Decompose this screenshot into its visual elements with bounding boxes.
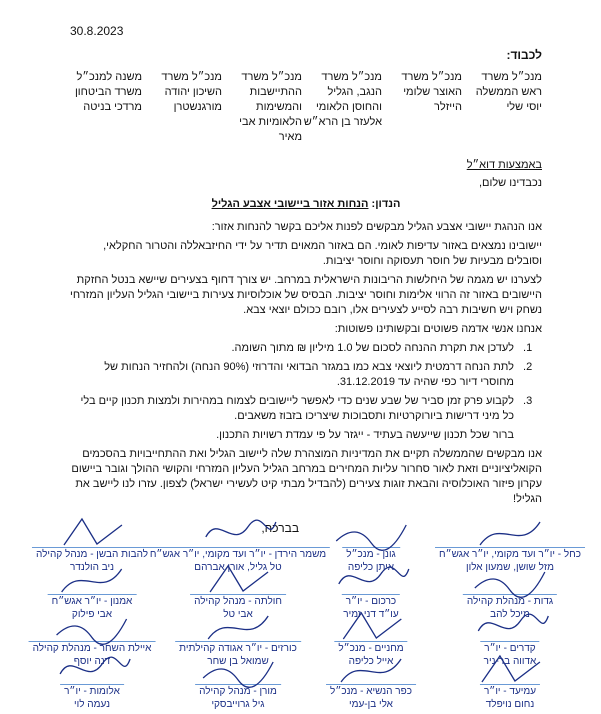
handwritten-signature	[331, 517, 411, 547]
signatory-title: קדרים - יו״ר	[480, 641, 539, 655]
signatory-title: מחניים - מנכ״ל	[334, 641, 407, 655]
signatory-title: אלומות - יו״ר	[60, 684, 124, 698]
handwritten-signature	[52, 654, 132, 684]
signatory-title: משמר הירדן - יו״ר ועד מקומי, יו״ר אגש״ח	[146, 547, 330, 561]
signatory-name: אדווה בר-ניר	[483, 656, 537, 667]
recipient: משנה למנכ״ל משרד הביטחון מרדכי בניטה	[74, 71, 142, 113]
signatory-name: אבי פילוק	[71, 609, 113, 620]
final-paragraph: אנו מבקשים שהממשלה תקיים את המדיניות המוצהרת שלה ליישוב הגליל ואת ההתחייבויות בהסכמים הקואליציוניים וזאת לאור סחרור עליות המחירים במרחב הגליל העליון המזרחי והקושי ההולך וגובר ביישום עקרון פיזור האוכלוסיה והבאת זוגות צעירים (להבדיל מבתי קיט לעשירי ישראל) לצפון. עזרו לנו ליישב את הגליל!	[71, 448, 542, 505]
signatory-name: עו״ד דני זמיר	[343, 609, 399, 620]
signatory-name: שמואל בן שחר	[207, 656, 269, 667]
closing: בברכה,	[261, 521, 299, 535]
signatory-name: איתן כליפה	[347, 562, 395, 573]
signatory-name: דנה יוסף	[73, 656, 111, 667]
requests-list	[70, 341, 542, 424]
signatory-title: כפר הנשיא - מנכ״ל	[326, 684, 416, 698]
letter-body	[70, 176, 542, 511]
signatory	[60, 684, 124, 711]
greeting: נכבדינו שלום,	[478, 177, 542, 189]
handwritten-signature	[331, 654, 411, 684]
signatory	[480, 684, 540, 711]
handwritten-signature	[331, 564, 411, 594]
signatory-name: אלי בן-עמי	[349, 699, 393, 710]
delivery-method: באמצעות דוא״ל	[466, 159, 542, 171]
recipient: מנכ״ל משרד הנגב, הגליל והחוסן הלאומי אלעזר בן הרא״ש	[303, 71, 382, 128]
request-item: 1. לעדכן את תקרת ההנחה לסכום של 1.0 מיליון ₪ מתוך השומה.	[70, 341, 520, 356]
signatory-title: כחל - יו״ר ועד מקומי, יו״ר אגש״ח	[435, 547, 585, 561]
recipient: מנכ״ל משרד האוצר שלומי הייזלר	[401, 71, 462, 113]
signatory-name: נחום נויפלד	[485, 699, 535, 710]
signatory	[326, 684, 416, 711]
signatory-name: אייל כליפה	[348, 656, 394, 667]
signatory-title: גדות - מנהלת קהילה	[463, 594, 557, 608]
subject-line	[70, 197, 542, 212]
handwritten-signature	[198, 517, 278, 547]
letter-date: 30.8.2023	[70, 24, 124, 38]
recipients-list	[62, 70, 542, 145]
requests-note: ברור שכל תכנון שייעשה בעתיד - ייגזר על פי עמדת רשויות התכנון.	[216, 429, 514, 441]
recipient: מנכ״ל משרד השיכון יהודה מורגנשטרן	[161, 71, 222, 113]
signatory-title: גונן - מנכ״ל	[342, 547, 400, 561]
handwritten-signature	[470, 611, 550, 641]
signatory-title: עמיעד - יו״ר	[480, 684, 540, 698]
handwritten-signature	[198, 611, 278, 641]
request-item: 3. לקבוע פרק זמן סביר של שבע שנים כדי לאפשר ליישובים לצמוח במהירות ולמצות תכנון קיים בלי כל מיני דרישות ביורוקרטיות ותסבוכות שיצריכו בזבוז משאבים.	[70, 394, 520, 424]
signatory-name: מיכל להב	[490, 609, 530, 620]
signatory-title: כרכום - יו״ר	[342, 594, 400, 608]
signatory-name: אבי טל	[223, 609, 253, 620]
signatory-title: אמנון - יו״ר אגש״ח	[48, 594, 137, 608]
recipient: מנכ״ל משרד ההתיישבות והמשימות הלאומיות אבי מאיר	[239, 71, 302, 143]
signatory-title: חולתה - מנהל קהילה	[190, 594, 286, 608]
signatory-title: כורזים - יו״ר אגודה קהילתית	[175, 641, 301, 655]
to-label: לכבוד:	[506, 48, 542, 62]
handwritten-signature	[52, 611, 132, 641]
handwritten-signature	[470, 564, 550, 594]
signatory-title: מורן - מנהל קהילה	[195, 684, 281, 698]
handwritten-signature	[470, 654, 550, 684]
handwritten-signature	[52, 564, 132, 594]
recipient: מנכ״ל משרד ראש הממשלה יוסי שלי	[475, 71, 542, 113]
handwritten-signature	[331, 611, 411, 641]
handwritten-signature	[470, 517, 550, 547]
signatory-name: טל גליל, אורן אברהם	[194, 562, 282, 573]
signatory	[195, 684, 281, 711]
handwritten-signature	[52, 517, 132, 547]
paragraph: אנו הנהגת יישובי אצבע הגליל מבקשים לפנות אליכם בקשר להנחות אזור:	[211, 221, 542, 233]
signatory-name: מזל שושן, שמעון אלון	[466, 562, 554, 573]
signatory-name: ניב הולנדר	[69, 562, 115, 573]
handwritten-signature	[198, 654, 278, 684]
paragraph: לצערנו יש מגמה של היחלשות הריבונות הישראלית במרחב. יש צורך דחוף בצעירים שיישא בנטל החזקת היישובים באזור זה הרווי אלימות וחוסר יציבות. הבסיס של אוכלוסיות צעירות ביישובי הגליל העליון המזרחי נשחק ויש חשיבות רבה לסייע לצעירים אלו, רובם ככולם יוצאי צבא.	[70, 274, 542, 316]
paragraph: יישובינו נמצאים באזור עדיפות לאומי. הם באזור המאוים תדיר על ידי החיזבאללה והטרור החקלאי, וסובלים מבעיות של חוסר תעסוקה וחוסר יציבות.	[103, 240, 542, 267]
signatory-title: איילת השחר - מנהלת קהילה	[29, 641, 156, 655]
signatory-name: גיל גרוייבסקי	[211, 699, 265, 710]
subject-text: הנחות אזור ביישובי אצבע הגליל	[211, 198, 369, 210]
subject-label: הנדון:	[371, 198, 401, 210]
paragraph: אנחנו אנשי אדמה פשוטים ובקשותינו פשוטות:	[334, 323, 542, 335]
signatory-name: נעמה לוי	[74, 699, 110, 710]
request-item: 2. לתת הנחה דרמטית ליוצאי צבא כמו במגזר הבדואי והדרוזי (90% הנחה) ולהחזיר הנחות של מחוסרי דיור כפי שהיה עד 31.12.2019.	[70, 360, 520, 390]
signatory-title: להבות הבשן - מנהל קהילה	[32, 547, 152, 561]
handwritten-signature	[198, 564, 278, 594]
